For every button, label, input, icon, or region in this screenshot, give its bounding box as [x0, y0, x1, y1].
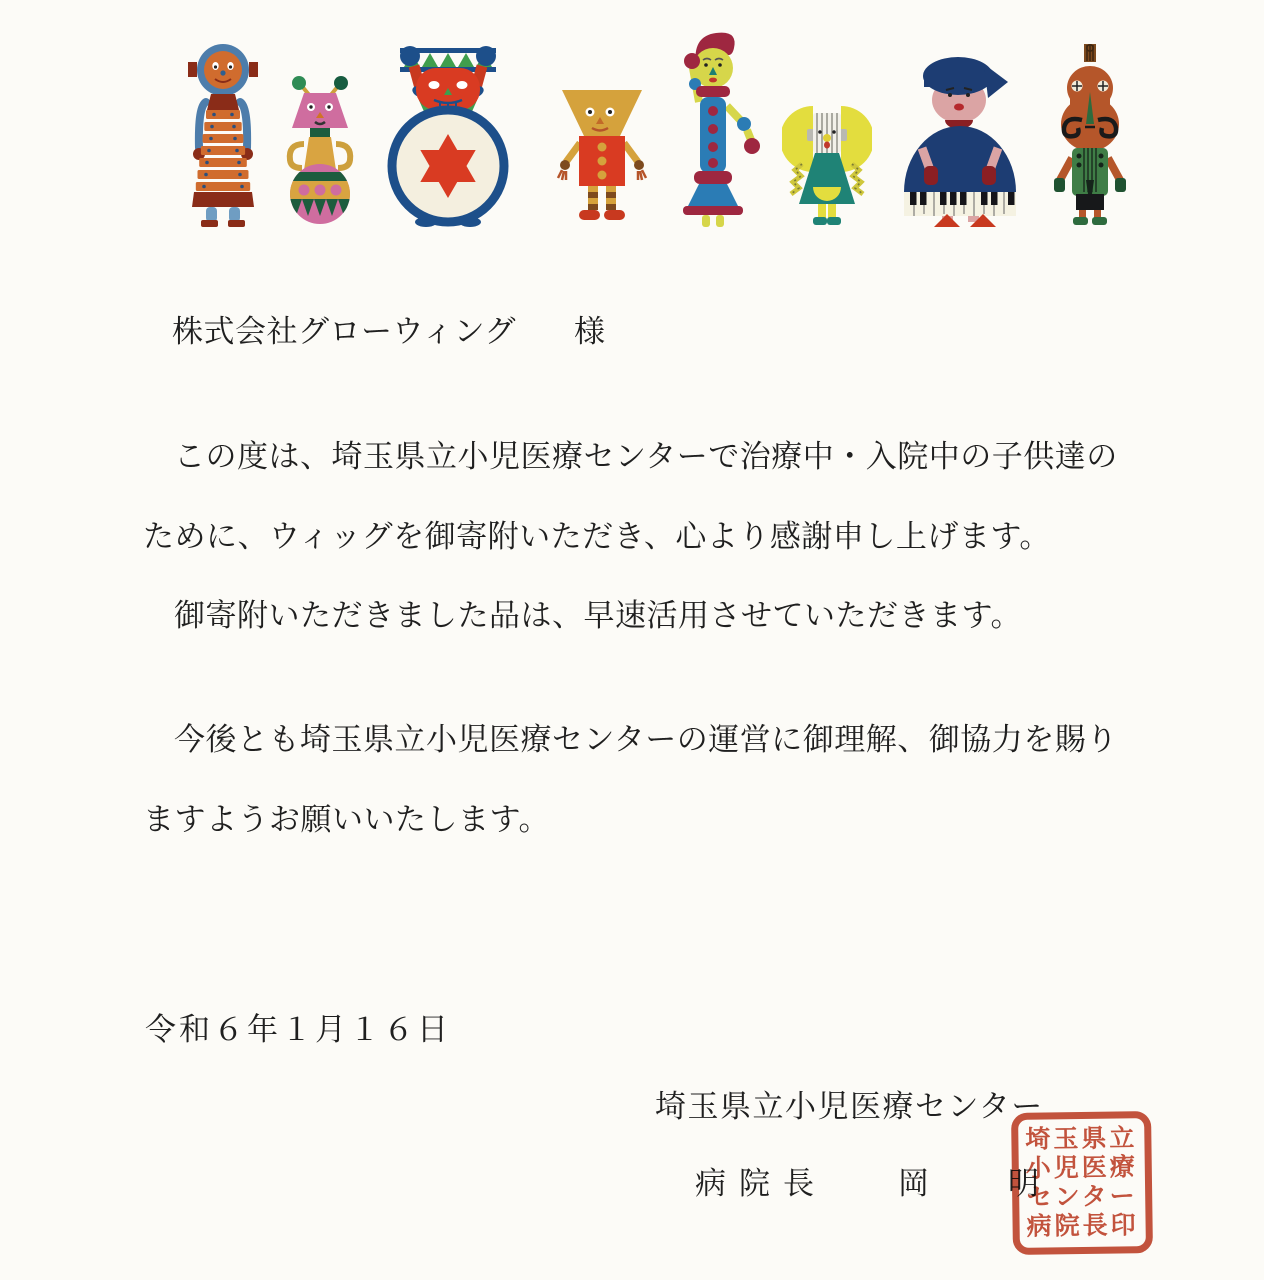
recipient-name: 株式会社グローウィング — [172, 314, 517, 349]
sender-organization: 埼玉県立小児医療センター — [655, 1089, 1044, 1124]
toy-musicians-strip — [0, 0, 1264, 240]
maraca-vase-doll-illustration — [282, 76, 358, 228]
seal-row: 埼玉県立 — [1025, 1124, 1138, 1154]
cymbal-doll-illustration — [782, 96, 872, 228]
body-line: この度は、埼玉県立小児医療センターで治療中・入院中の子供達の — [174, 439, 1118, 474]
body-line: 今後とも埼玉県立小児医療センターの運営に御理解、御協力を賜り — [174, 722, 1118, 757]
body-line: 御寄附いただきました品は、早速活用させていただきます。 — [174, 598, 1023, 633]
official-seal-stamp — [1011, 1111, 1153, 1255]
xylophone-doll-illustration — [186, 42, 260, 228]
piano-doll-illustration — [898, 50, 1032, 228]
seal-row: センター — [1026, 1183, 1138, 1212]
seal-row: 小児医療 — [1025, 1153, 1138, 1183]
seal-row: 病院長印 — [1026, 1212, 1139, 1242]
sender-title: 病院長 — [695, 1166, 827, 1201]
sender-name-given: 明 — [1008, 1166, 1040, 1201]
date-line: 令和６年１月１６日 — [145, 1012, 451, 1047]
recipient-honorific: 様 — [574, 314, 606, 349]
horn-doll-illustration — [552, 86, 652, 228]
clarinet-clown-doll-illustration — [666, 28, 760, 228]
body-line: ますようお願いいたします。 — [143, 802, 551, 837]
body-line: ために、ウィッグを御寄附いただき、心より感謝申し上げます。 — [143, 519, 1051, 554]
bass-drum-doll-illustration — [374, 40, 522, 228]
sender-name-family: 岡 — [898, 1166, 930, 1201]
violin-doll-illustration — [1046, 42, 1134, 228]
recipient-line — [172, 306, 606, 351]
